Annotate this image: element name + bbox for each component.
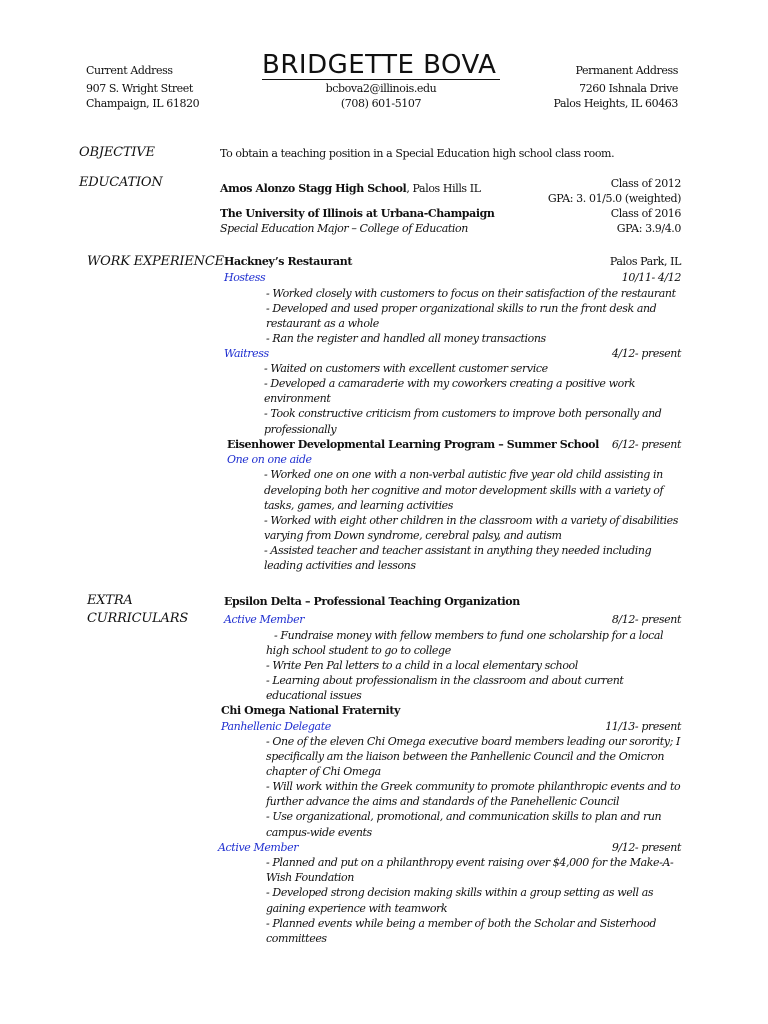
school1-line [220,177,481,196]
org2-role1-bullet-cont: specifically am the liaison between the Panhellenic Council and the Omicron [266,750,665,763]
org2-role2: Active Member [218,841,299,854]
role3-title: One on one aide [227,453,312,466]
current-city: Champaign, IL 61820 [86,97,200,110]
org2-role1-bullet-cont: chapter of Chi Omega [266,765,381,778]
education-heading: EDUCATION [79,175,163,190]
phone: (708) 601-5107 [340,97,422,110]
org1-role: Active Member [224,613,305,626]
org2-role1-bullet: - One of the eleven Chi Omega executive board members leading our sorority; I [266,735,680,748]
org2-role2-dates: 9/12- present [611,841,681,854]
role2-bullet: - Took constructive criticism from customers to improve both personally and [264,407,662,420]
school1-gpa: GPA: 3. 01/5.0 (weighted) [547,192,681,205]
org2-role1-bullet-cont: further advance the aims and standards of the Panehellenic Council [266,795,620,808]
org1-bullet-cont: educational issues [266,689,362,702]
school1-class: Class of 2012 [610,177,681,190]
email[interactable]: bcbova2@illinois.edu [325,82,437,95]
role2-bullet-cont: professionally [264,423,337,436]
org2-role2-bullet: - Planned events while being a member of both the Scholar and Sisterhood [266,917,656,930]
org2-role2-bullet-cont: committees [266,932,327,945]
job1-location: Palos Park, IL [609,255,681,268]
org2-role1-bullet: - Will work within the Greek community to promote philanthropic events and to [266,780,681,793]
org2-role1-bullet: - Use organizational, promotional, and communication skills to plan and run [266,810,662,823]
permanent-city: Palos Heights, IL 60463 [553,97,678,110]
org1-bullet-cont: high school student to go to college [266,644,451,657]
permanent-address-label: Permanent Address [575,64,678,77]
org2-role2-bullet-cont: Wish Foundation [266,871,354,884]
role1-bullet-cont: restaurant as a whole [266,317,379,330]
role2-bullet: - Waited on customers with excellent customer service [264,362,548,375]
objective-text: To obtain a teaching position in a Special Education high school class room. [220,147,615,160]
role2-dates: 4/12- present [611,347,681,360]
current-address-label: Current Address [86,64,173,77]
job2-dates: 6/12- present [611,438,681,451]
role2-bullet-cont: environment [264,392,331,405]
candidate-name: BRIDGETTE BOVA [262,50,497,80]
org1-dates: 8/12- present [611,613,681,626]
school2-name: The University of Illinois at Urbana-Champaign [220,207,495,220]
role1-bullet: - Developed and used proper organizational skills to run the front desk and [266,302,657,315]
role3-bullet: - Worked one on one with a non-verbal autistic five year old child assisting in [264,468,663,481]
school2-gpa: GPA: 3.9/4.0 [616,222,681,235]
role3-bullet: - Worked with eight other children in the classroom with a variety of disabilities [264,514,679,527]
school1-location: , Palos Hills IL [406,182,481,195]
current-street: 907 S. Wright Street [86,82,193,95]
org1-name: Epsilon Delta – Professional Teaching Organization [224,595,520,608]
org2-role1-dates: 11/13- present [605,720,681,733]
school2-major: Special Education Major – College of Education [220,222,468,235]
role1-dates: 10/11- 4/12 [621,271,681,284]
role3-bullet-cont: leading activities and lessons [264,559,416,572]
extra-heading-line1: EXTRA [87,593,133,608]
org2-name: Chi Omega National Fraternity [221,704,401,717]
org1-bullet: - Learning about professionalism in the classroom and about current [266,674,624,687]
role3-bullet-cont: developing both her cognitive and motor development skills with a variety of [264,484,664,497]
role2-title: Waitress [224,347,269,360]
work-heading: WORK EXPERIENCE [87,254,224,269]
org1-bullet: - Fundraise money with fellow members to fund one scholarship for a local [274,629,664,642]
objective-heading: OBJECTIVE [79,145,155,160]
role2-bullet: - Developed a camaraderie with my coworkers creating a positive work [264,377,635,390]
org2-role2-bullet: - Planned and put on a philanthropy event raising over $4,000 for the Make-A- [266,856,674,869]
job1-employer: Hackney’s Restaurant [224,255,353,268]
role3-bullet-cont: varying from Down syndrome, cerebral palsy, and autism [264,529,562,542]
permanent-street: 7260 Ishnala Drive [579,82,678,95]
org1-bullet: - Write Pen Pal letters to a child in a local elementary school [266,659,578,672]
extra-heading-line2: CURRICULARS [87,611,189,626]
org2-role1-bullet-cont: campus-wide events [266,826,372,839]
role3-bullet-cont: tasks, games, and learning activities [264,499,454,512]
role1-title: Hostess [224,271,266,284]
name-underline [262,79,500,80]
org2-role2-bullet: - Developed strong decision making skills within a group setting as well as [266,886,654,899]
school1-name: Amos Alonzo Stagg High School [220,182,407,195]
role3-bullet: - Assisted teacher and teacher assistant in anything they needed including [264,544,652,557]
org2-role1: Panhellenic Delegate [221,720,331,733]
org2-role2-bullet-cont: gaining experience with teamwork [266,902,448,915]
school2-class: Class of 2016 [610,207,681,220]
role1-bullet: - Worked closely with customers to focus on their satisfaction of the restaurant [266,287,676,300]
role1-bullet: - Ran the register and handled all money transactions [266,332,546,345]
job2-employer: Eisenhower Developmental Learning Program – Summer School [227,438,599,451]
